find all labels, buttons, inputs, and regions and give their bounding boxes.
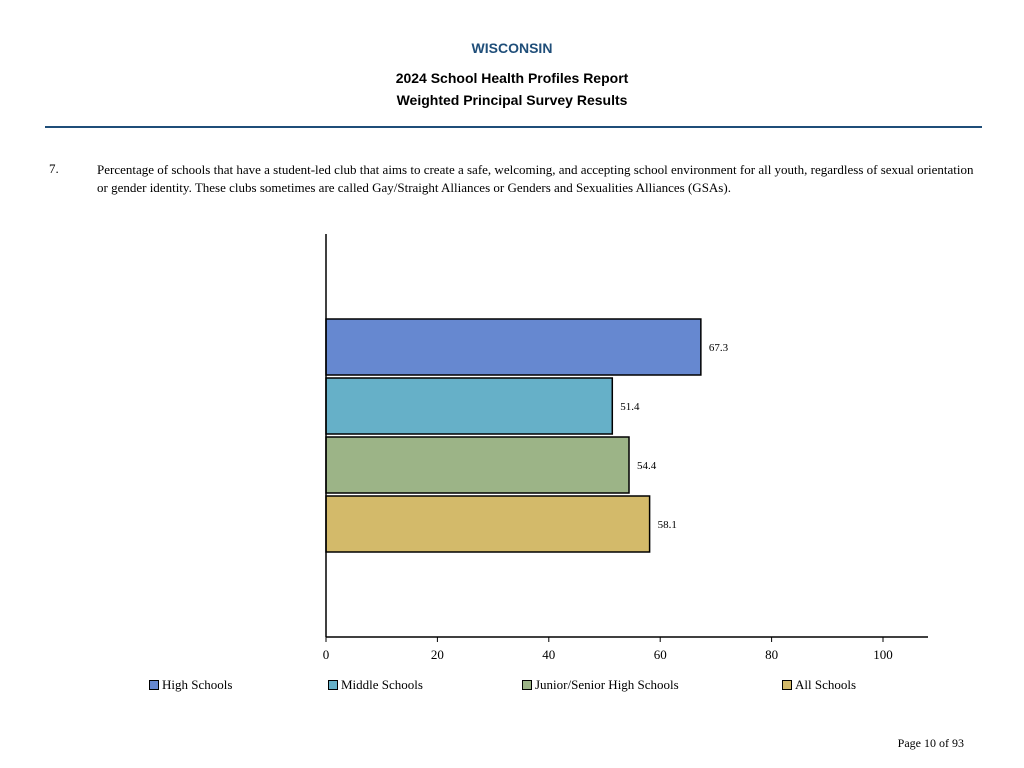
report-title: 2024 School Health Profiles Report bbox=[395, 70, 629, 86]
question-text: Percentage of schools that have a student-led club that aims to create a safe, welcoming, and accepting school environment for all youth, regardless of sexual orientation or gender identity. These clubs sometimes are called Gay/Straight Alliances or Genders and Sexualities Alliances (GSAs). bbox=[97, 162, 974, 195]
x-tick-label: 40 bbox=[542, 647, 556, 662]
legend-swatch bbox=[782, 680, 792, 690]
bar-value-label: 54.4 bbox=[637, 460, 657, 472]
x-tick-label: 60 bbox=[653, 647, 667, 662]
x-tick-label: 0 bbox=[322, 647, 330, 662]
bar bbox=[326, 437, 629, 493]
page-number: Page 10 of 93 bbox=[897, 736, 964, 750]
legend-swatch bbox=[328, 680, 338, 690]
bar-value-label: 58.1 bbox=[657, 519, 677, 531]
legend-item bbox=[149, 677, 232, 693]
x-tick-label: 20 bbox=[430, 647, 444, 662]
bar bbox=[326, 378, 612, 434]
legend-label: High Schools bbox=[162, 677, 233, 692]
bar bbox=[326, 319, 701, 375]
legend-item bbox=[782, 677, 856, 693]
bar-value-label: 67.3 bbox=[708, 342, 729, 354]
bar bbox=[326, 496, 650, 552]
report-subtitle: Weighted Principal Survey Results bbox=[396, 92, 628, 108]
bar-value-label: 51.4 bbox=[620, 401, 640, 413]
legend-swatch bbox=[522, 680, 532, 690]
legend-item bbox=[522, 677, 679, 693]
legend-item bbox=[328, 677, 423, 693]
legend-label: Junior/Senior High Schools bbox=[535, 677, 679, 692]
legend-swatch bbox=[149, 680, 159, 690]
x-tick-label: 80 bbox=[765, 647, 779, 662]
legend-label: All Schools bbox=[795, 677, 857, 692]
question-number: 7. bbox=[49, 161, 59, 176]
legend-label: Middle Schools bbox=[341, 677, 423, 692]
report-state: WISCONSIN bbox=[471, 40, 553, 56]
x-tick-label: 100 bbox=[873, 647, 893, 662]
